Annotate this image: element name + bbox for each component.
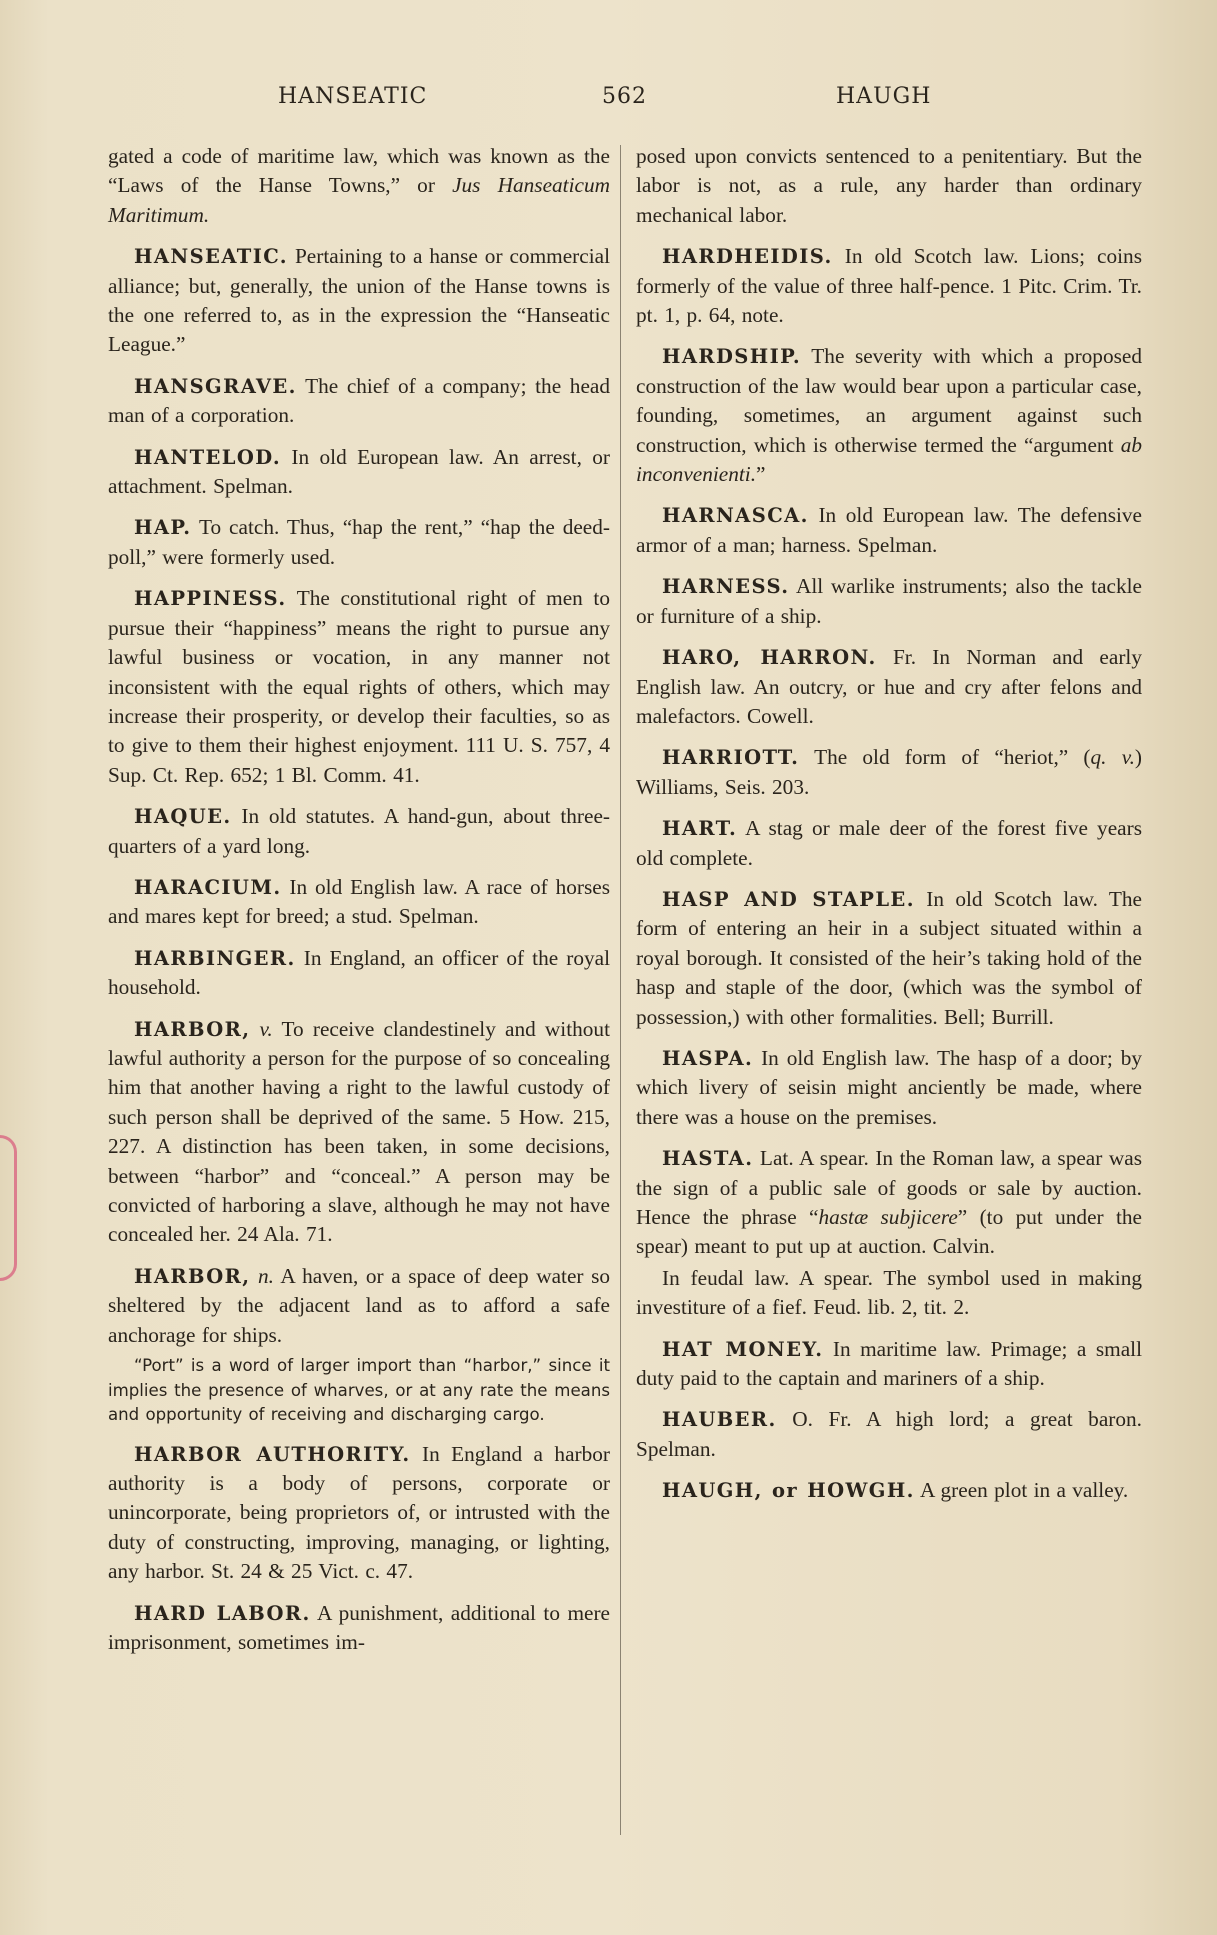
definition: In old statutes. A hand-gun, about three-quarters of a yard long. [108,804,610,858]
entry-harbinger [108,944,610,1003]
headword: HANTELOD. [134,445,282,469]
definition: The chief of a company; the head man of a corporation. [108,373,610,428]
headword: HARBINGER. [134,946,296,970]
definition: All warlike instruments; also the tackle or furniture of a ship. [636,574,1142,628]
headword: HAPPINESS. [134,587,287,611]
headword: HARDSHIP. [662,345,802,369]
entry-hap [108,513,610,572]
page-edge-mark [0,1135,17,1281]
definition-end: ” [756,462,766,487]
headword: HANSGRAVE. [134,374,297,398]
headword: HART. [662,817,738,841]
entry-hauber [636,1405,1142,1464]
left-column [108,142,610,1669]
definition: O. Fr. A high lord; a great baron. Spelman. [636,1407,1142,1461]
headword: HAP. [134,516,192,540]
definition: To receive clandestinely and without lawful authority a person for the purpose of so concealing him that another having a right to the lawful custody of such person shall be deprived of the same. 5 How. 215, 227. A distinction has been taken, in some decisions, between “harbor” and “conceal.” A person may be convicted of harboring a slave, although he may not have concealed her. 24 Ala. 71. [108,1016,610,1247]
headword: HARDHEIDIS. [662,245,833,269]
definition: A haven, or a space of deep water so sheltered by the adjacent land as to afford a safe anchorage for ships. [108,1263,610,1347]
definition: In maritime law. Primage; a small duty paid to the captain and mariners of a ship. [636,1336,1142,1391]
definition-italic: q. v. [1090,745,1135,770]
entry-hansgrave [108,372,610,431]
headword: HARBOR AUTHORITY. [134,1442,411,1466]
entry-continuation [108,142,610,230]
entry-hart [636,814,1142,873]
column-divider [620,145,621,1835]
entry-hardship [636,342,1142,489]
entry-haracium [108,873,610,932]
definition: To catch. Thus, “hap the rent,” “hap the deed-poll,” were formerly used. [108,515,610,569]
definition-italic: ab inconvenienti. [636,432,1142,487]
header-left-guide-word: HANSEATIC [278,84,428,109]
entry-hat-money [636,1335,1142,1394]
entry-harbor-verb [108,1015,610,1250]
entry-haque [108,802,610,861]
entry-haro [636,643,1142,731]
entry-haspa [636,1044,1142,1132]
headword: HARBOR, [134,1017,251,1041]
definition: A green plot in a valley. [914,1478,1129,1503]
headword: HAQUE. [134,805,232,829]
headword: HAUGH, or HOWGH. [662,1479,915,1503]
headword: HARACIUM. [134,875,282,899]
entry-harness [636,572,1142,631]
headword: HARBOR, [134,1264,251,1288]
header-right-guide-word: HAUGH [836,84,932,109]
continuation-italic: Jus Hanseaticum Maritimum. [108,173,610,227]
right-column [636,142,1142,1518]
entry-hasta-feudal-sense: In feudal law. A spear. The symbol used in making investiture of a fief. Feud. lib. 2, tit. 2. [636,1265,1142,1320]
definition-end: ” (to put under the spear) meant to put up at auction. Calvin. [636,1205,1142,1259]
entry-hasta [636,1144,1142,1262]
definition: In England, an officer of the royal household. [108,945,610,1000]
definition-italic: hastæ subjicere [818,1205,958,1229]
definition: In old European law. The defensive armor of a man; harness. Spelman. [636,503,1142,557]
definition: In old Scotch law. Lions; coins formerly of the value of three half-pence. 1 Pitc. Crim. Tr. pt. 1, p. 64, note. [636,244,1142,328]
headword: HARNESS. [662,575,790,599]
entry-hanseatic [108,242,610,360]
page-number: 562 [602,84,647,109]
definition: Lat. A spear. In the Roman law, a spear was the sign of a public sale of goods or sale by auction. Hence the phrase “ [636,1146,1142,1229]
entry-hasp-and-staple [636,885,1142,1032]
continuation-text: gated a code of maritime law, which was known as the “Laws of the Hanse Towns,” or [108,144,610,198]
definition: The old form of “heriot,” ( [799,745,1091,770]
entry-harbor-authority [108,1440,610,1587]
entry-happiness [108,584,610,790]
definition: The constitutional right of men to pursue their “happiness” means the right to pursue any lawful business or vocation, in any manner not inconsistent with the equal rights of others, which may increase their prosperity, or develop their faculties, so as to give to them their highest enjoyment. 111 U. S. 757, 4 Sup. Ct. Rep. 652; 1 Bl. Comm. 41. [108,586,610,787]
part-of-speech: v. [250,1016,273,1041]
headword: HANSEATIC. [134,245,288,269]
headword: HARO, HARRON. [662,646,877,670]
entry-hard-labor [108,1599,610,1658]
definition: Fr. In Norman and early English law. An outcry, or hue and cry after felons and malefactors. Cowell. [636,645,1142,728]
definition: In England a harbor authority is a body of persons, corporate or unincorporate, being proprietors of, or intrusted with the duty of constructing, improving, managing, or lighting, any harbor. St. 24 & 25 Vict. c. 47. [108,1441,610,1584]
headword: HAUBER. [662,1408,777,1432]
entry-harbor-noun [108,1262,610,1350]
definition: A punishment, additional to mere imprisonment, sometimes im- [108,1600,611,1654]
definition: In old English law. A race of horses and mares kept for breed; a stud. Spelman. [108,874,610,929]
harbor-usage-note: “Port” is a word of larger import than “harbor,” since it implies the presence of wharves, or at any rate the means and opportunity of receiving and discharging cargo. [108,1356,610,1425]
definition: A stag or male deer of the forest five years old complete. [636,816,1142,870]
headword: HARNASCA. [662,504,809,528]
definition: In old English law. The hasp of a door; by which livery of seisin might anciently be made, where there was a house on the premises. [636,1045,1142,1129]
entry-hantelod [108,443,610,502]
definition: Pertaining to a hanse or commercial alliance; but, generally, the union of the Hanse towns is the one referred to, as in the expression the “Hanseatic League.” [108,244,610,357]
headword: HARD LABOR. [134,1601,311,1625]
headword: HASP AND STAPLE. [662,887,915,911]
running-header [110,84,1110,118]
entry-harnasca [636,501,1142,560]
definition: In old Scotch law. The form of entering an heir in a subject situated within a royal borough. It consisted of the heir’s taking hold of the hasp and staple of the door, (which was the symbol of possession,) with other formalities. Bell; Burrill. [636,886,1142,1029]
entry-harriott [636,743,1142,802]
definition: In old European law. An arrest, or attachment. Spelman. [108,444,610,499]
definition: The severity with which a proposed construction of the law would bear upon a particular case, founding, sometimes, an argument against such construction, which is otherwise termed the “argument [636,344,1142,457]
headword: HASPA. [662,1046,754,1070]
headword: HAT MONEY. [662,1337,824,1361]
definition-end: ) Williams, Seis. 203. [636,745,1142,799]
part-of-speech: n. [250,1263,274,1288]
entry-hardheidis [636,242,1142,330]
headword: HARRIOTT. [662,746,800,770]
entry-continuation: posed upon convicts sentenced to a penitentiary. But the labor is not, as a rule, any harder than ordinary mechanical labor. [636,144,1142,227]
entry-haugh [636,1476,1142,1505]
headword: HASTA. [662,1147,754,1171]
